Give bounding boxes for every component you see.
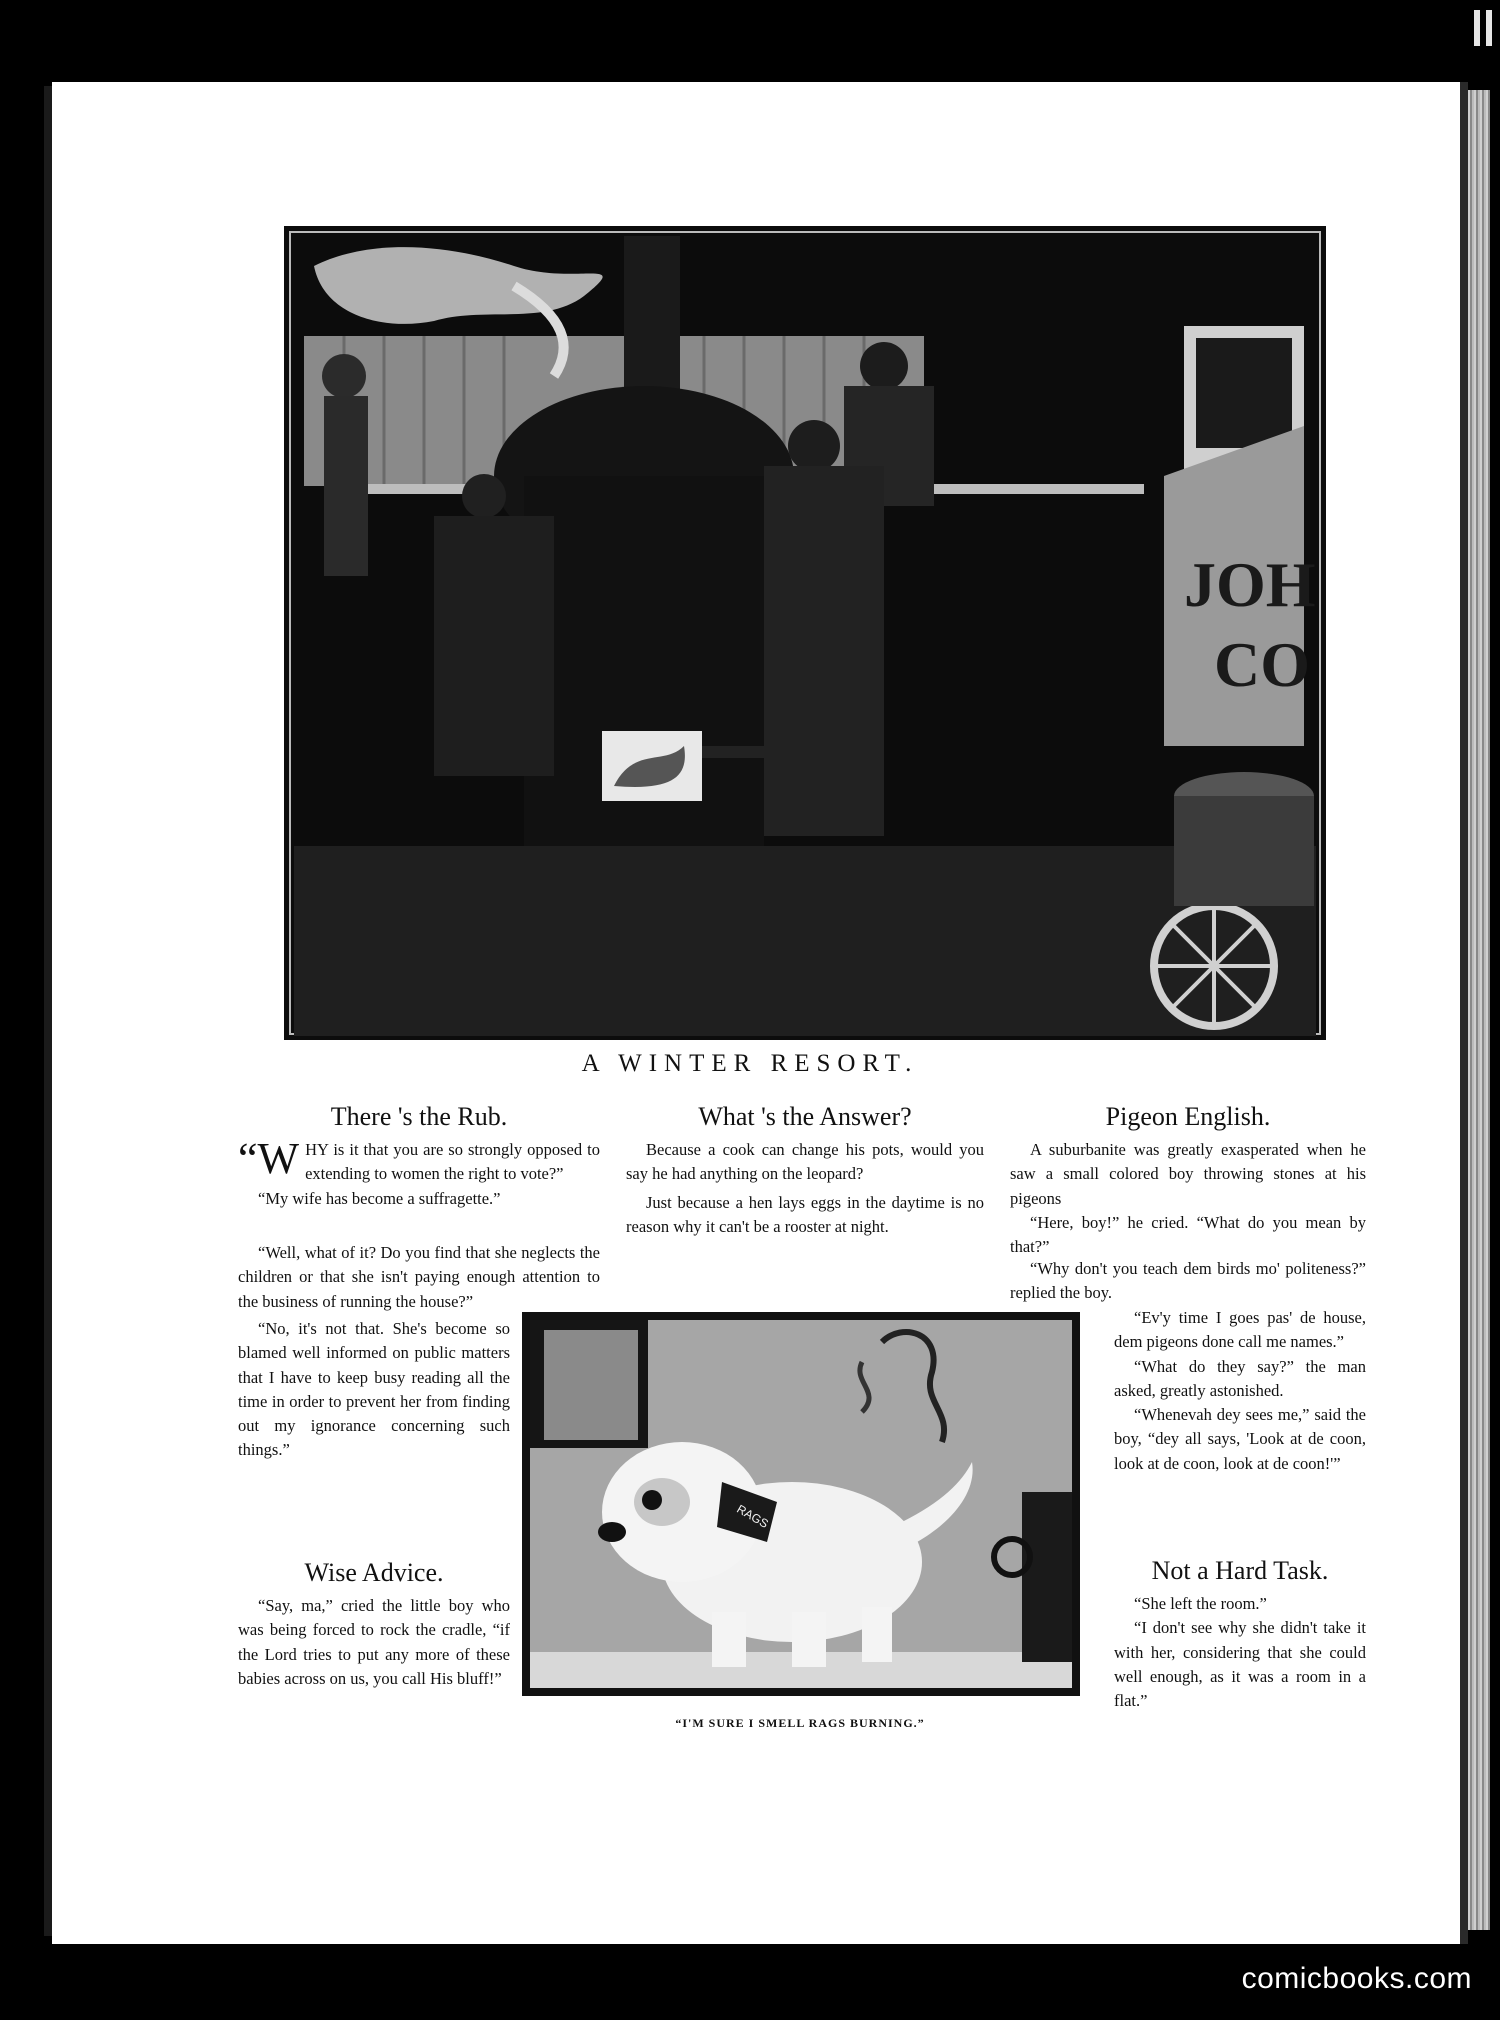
article-paragraph: “She left the room.” bbox=[1134, 1594, 1267, 1613]
article-title: Pigeon English. bbox=[1105, 1102, 1271, 1131]
article-paragraph: “WHY is it that you are so strongly opposed to extending to women the right to vote?” bbox=[238, 1134, 600, 1184]
scan-top-border bbox=[0, 0, 1500, 82]
collar-text: RAGS bbox=[734, 1501, 771, 1531]
rags-dog-cartoon bbox=[522, 1312, 1080, 1696]
article-paragraph: “My wife has become a suffragette.” bbox=[258, 1188, 501, 1208]
article-wise-advice bbox=[238, 1556, 510, 1691]
article-pigeon-english-cont bbox=[1010, 1257, 1366, 1306]
svg-text:CO: CO bbox=[1214, 629, 1310, 700]
drop-cap: “W bbox=[238, 1134, 300, 1183]
watermark-text: comicbooks.com bbox=[1241, 1962, 1472, 1995]
article-paragraph: “Here, boy!” he cried. “What do you mean by that?” bbox=[1010, 1212, 1366, 1257]
article-paragraph: “I don't see why she didn't take it with her, considering that she could well enough, as it was a room in a flat.” bbox=[1114, 1618, 1366, 1711]
article-pigeon-english bbox=[1010, 1100, 1366, 1259]
article-paragraph: “Ev'y time I goes pas' de house, dem pigeons done call me names.” bbox=[1114, 1308, 1366, 1352]
article-whats-the-answer bbox=[626, 1100, 984, 1239]
article-paragraph: “Whenevah dey sees me,” said the boy, “dey all says, 'Look at de coon, look at de coon, look at de coon!'” bbox=[1114, 1405, 1366, 1473]
article-paragraph: Because a cook can change his pots, would you say he had anything on the leopard? bbox=[626, 1140, 984, 1184]
article-paragraph: “No, it's not that. She's become so blamed well informed on public matters that I have to keep busy reading all the time in order to prevent her from finding out my ignorance concerning such things.” bbox=[238, 1319, 510, 1460]
article-not-a-hard-task bbox=[1114, 1554, 1366, 1713]
scan-corner-marker bbox=[1468, 0, 1500, 58]
article-theres-the-rub-cont bbox=[238, 1241, 600, 1314]
cartoon-caption: “I'M SURE I SMELL RAGS BURNING.” bbox=[675, 1716, 925, 1730]
winter-resort-illustration bbox=[284, 226, 1326, 1040]
article-title: Wise Advice. bbox=[304, 1558, 444, 1587]
article-paragraph: Just because a hen lays eggs in the daytime is no reason why it can't be a rooster at night. bbox=[626, 1192, 984, 1236]
article-paragraph: “Well, what of it? Do you find that she neglects the children or that she isn't paying enough attention to the business of running the house?” bbox=[238, 1243, 600, 1311]
article-paragraph: A suburbanite was greatly exasperated when he saw a small colored boy throwing stones at his pigeons bbox=[1010, 1140, 1366, 1208]
article-paragraph: “Why don't you teach dem birds mo' politeness?” replied the boy. bbox=[1010, 1259, 1366, 1303]
article-pigeon-english-cont2 bbox=[1114, 1306, 1366, 1476]
article-title: There 's the Rub. bbox=[330, 1102, 508, 1131]
svg-text:JOH: JOH bbox=[1184, 549, 1316, 620]
article-paragraph: “What do they say?” the man asked, greatly astonished. bbox=[1114, 1356, 1366, 1400]
article-title: Not a Hard Task. bbox=[1151, 1556, 1329, 1585]
article-paragraph: “Say, ma,” cried the little boy who was being forced to rock the cradle, “if the Lord tries to put any more of these babies across on us, you call His bluff!” bbox=[238, 1596, 510, 1688]
article-theres-the-rub bbox=[238, 1100, 600, 1211]
article-theres-the-rub-cont2 bbox=[238, 1317, 510, 1463]
article-title: What 's the Answer? bbox=[698, 1102, 912, 1131]
illustration-caption: A WINTER RESORT. bbox=[581, 1050, 919, 1077]
